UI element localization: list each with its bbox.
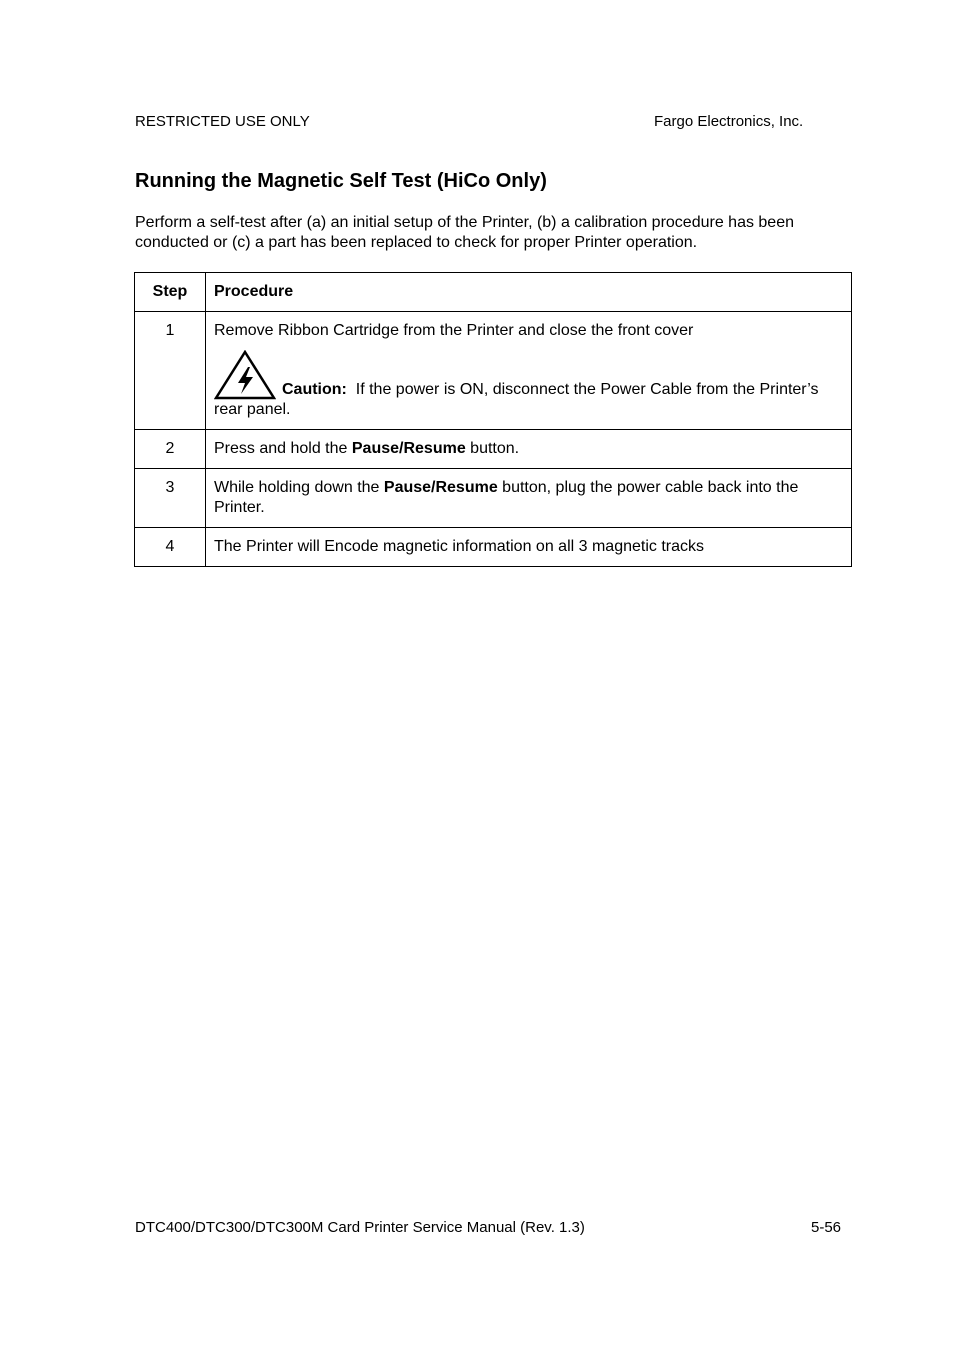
electrical-hazard-icon	[214, 350, 276, 400]
procedure-column-header: Procedure	[206, 273, 852, 312]
intro-paragraph: Perform a self-test after (a) an initial setup of the Printer, (b) a calibration procedure has been conducted or (c) a part has been replaced to check for proper Printer operation.	[135, 214, 794, 251]
procedure-cell	[206, 469, 852, 528]
procedure-cell	[206, 430, 852, 469]
procedure-text: The Printer will Encode magnetic information on all 3 magnetic tracks	[214, 538, 704, 555]
procedure-cell	[206, 312, 852, 430]
table-row	[135, 312, 852, 430]
table-row	[135, 528, 852, 567]
procedure-table	[134, 272, 852, 567]
section-title: Running the Magnetic Self Test (HiCo Only)	[135, 170, 547, 192]
pause-resume-label: Pause/Resume	[383, 479, 498, 496]
table-row	[135, 430, 852, 469]
step-number: 3	[135, 469, 206, 528]
step-column-header: Step	[135, 273, 206, 312]
procedure-text: button, plug the power cable back into the Printer.	[214, 479, 799, 516]
procedure-text: While holding down the	[214, 479, 384, 496]
procedure-text: Press and hold the	[214, 440, 352, 457]
footer-page-number: 5-56	[811, 1219, 842, 1236]
caution-note	[214, 350, 843, 420]
caution-label: Caution:	[282, 381, 347, 398]
step-number: 2	[135, 430, 206, 469]
procedure-cell	[206, 528, 852, 567]
step-number: 1	[135, 312, 206, 430]
footer-manual-title: DTC400/DTC300/DTC300M Card Printer Service Manual (Rev. 1.3)	[135, 1219, 585, 1236]
procedure-text: button.	[465, 440, 520, 457]
header-company-name: Fargo Electronics, Inc.	[654, 113, 804, 130]
caution-text: If the power is ON, disconnect the Power Cable from the Printer’s rear panel.	[214, 381, 819, 418]
table-row	[135, 469, 852, 528]
pause-resume-label: Pause/Resume	[351, 440, 466, 457]
table-header-row	[135, 273, 852, 312]
procedure-text: Remove Ribbon Cartridge from the Printer and close the front cover	[214, 322, 694, 339]
header-restricted-notice: RESTRICTED USE ONLY	[135, 113, 310, 130]
step-number: 4	[135, 528, 206, 567]
